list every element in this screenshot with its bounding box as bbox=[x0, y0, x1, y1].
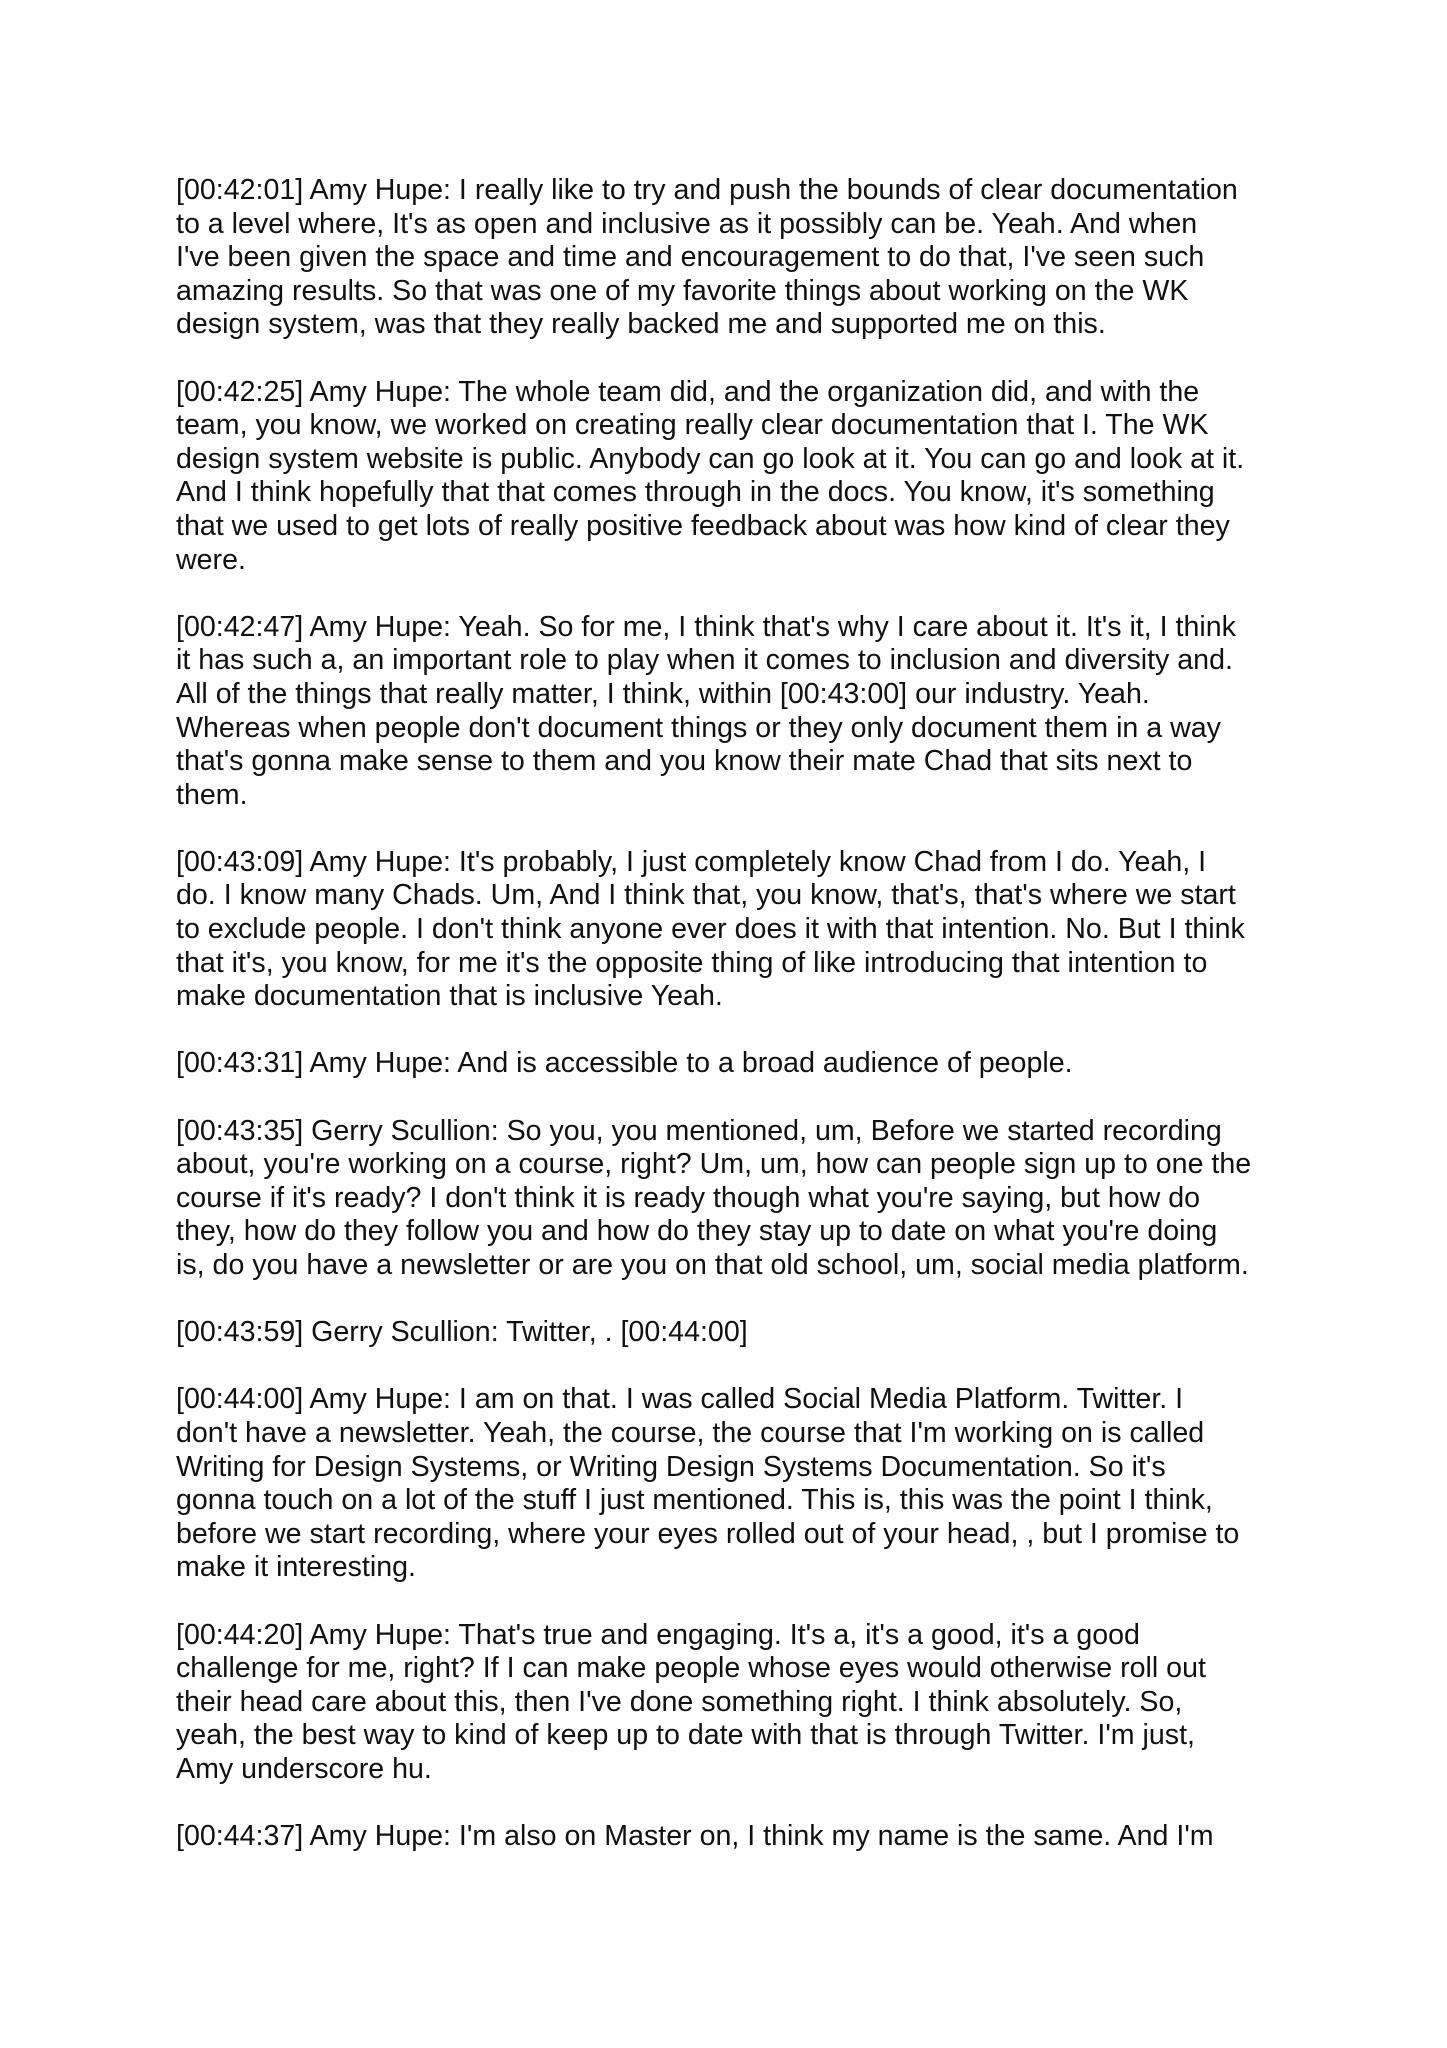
transcript-line: [00:44:37] Amy Hupe: I'm also on Master on, I think my name is the same. And I'm bbox=[176, 1820, 1214, 1853]
transcript-line: team, you know, we worked on creating really clear documentation that I. The WK bbox=[176, 409, 1209, 442]
transcript-line: before we start recording, where your eyes rolled out of your head, , but I promise to bbox=[176, 1517, 1240, 1550]
transcript-line: do. I know many Chads. Um, And I think that, you know, that's, that's where we start bbox=[176, 879, 1236, 912]
transcript-line: Whereas when people don't document things or they only document them in a way bbox=[176, 711, 1221, 744]
transcript-line: Amy underscore hu. bbox=[176, 1752, 432, 1785]
transcript-paragraph-4 bbox=[176, 846, 1296, 1014]
transcript-page bbox=[176, 174, 1296, 1887]
transcript-line: And I think hopefully that that comes through in the docs. You know, it's something bbox=[176, 476, 1215, 509]
transcript-line: their head care about this, then I've done something right. I think absolutely. So, bbox=[176, 1685, 1183, 1718]
transcript-line: they, how do they follow you and how do they stay up to date on what you're doing bbox=[176, 1215, 1218, 1248]
transcript-line: [00:44:00] Amy Hupe: I am on that. I was called Social Media Platform. Twitter. I bbox=[176, 1383, 1184, 1416]
transcript-line: challenge for me, right? If I can make people whose eyes would otherwise roll out bbox=[176, 1652, 1206, 1685]
transcript-paragraph-1 bbox=[176, 174, 1296, 342]
transcript-paragraph-9 bbox=[176, 1619, 1296, 1787]
transcript-line: amazing results. So that was one of my favorite things about working on the WK bbox=[176, 274, 1189, 307]
transcript-line: [00:42:25] Amy Hupe: The whole team did, and the organization did, and with the bbox=[176, 375, 1200, 408]
transcript-line: make it interesting. bbox=[176, 1551, 416, 1584]
transcript-line: Writing for Design Systems, or Writing Design Systems Documentation. So it's bbox=[176, 1450, 1166, 1483]
transcript-line: yeah, the best way to kind of keep up to date with that is through Twitter. I'm just, bbox=[176, 1719, 1195, 1752]
transcript-line: that it's, you know, for me it's the opposite thing of like introducing that intention to bbox=[176, 946, 1208, 979]
transcript-line: don't have a newsletter. Yeah, the course, the course that I'm working on is called bbox=[176, 1416, 1205, 1449]
transcript-line: design system, was that they really backed me and supported me on this. bbox=[176, 308, 1106, 341]
transcript-line: that we used to get lots of really positive feedback about was how kind of clear they bbox=[176, 509, 1230, 542]
transcript-paragraph-7 bbox=[176, 1316, 1296, 1350]
transcript-line: is, do you have a newsletter or are you on that old school, um, social media platform. bbox=[176, 1249, 1249, 1281]
transcript-line: it has such a, an important role to play when it comes to inclusion and diversity and. bbox=[176, 644, 1233, 677]
transcript-paragraph-8 bbox=[176, 1383, 1296, 1585]
transcript-line: them. bbox=[176, 778, 248, 811]
transcript-line: I've been given the space and time and encouragement to do that, I've seen such bbox=[176, 241, 1205, 274]
transcript-paragraph-6 bbox=[176, 1115, 1296, 1283]
transcript-line: [00:43:09] Amy Hupe: It's probably, I just completely know Chad from I do. Yeah, I bbox=[176, 845, 1207, 878]
transcript-paragraph-5 bbox=[176, 1047, 1296, 1081]
transcript-line: All of the things that really matter, I think, within [00:43:00] our industry. Yeah. bbox=[176, 677, 1150, 710]
transcript-line: make documentation that is inclusive Yeah. bbox=[176, 980, 723, 1013]
transcript-line: [00:43:31] Amy Hupe: And is accessible to a broad audience of people. bbox=[176, 1047, 1073, 1080]
transcript-line: to exclude people. I don't think anyone ever does it with that intention. No. But I think bbox=[176, 913, 1245, 946]
transcript-line: gonna touch on a lot of the stuff I just mentioned. This is, this was the point I think, bbox=[176, 1484, 1213, 1517]
transcript-line: [00:42:01] Amy Hupe: I really like to try and push the bounds of clear documentation bbox=[176, 174, 1238, 206]
transcript-line: were. bbox=[176, 543, 246, 576]
transcript-paragraph-10 bbox=[176, 1820, 1296, 1854]
transcript-line: [00:43:59] Gerry Scullion: Twitter, . [00:44:00] bbox=[176, 1316, 748, 1349]
transcript-line: to a level where, It's as open and inclusive as it possibly can be. Yeah. And when bbox=[176, 207, 1198, 240]
transcript-paragraph-2 bbox=[176, 376, 1296, 578]
transcript-line: design system website is public. Anybody can go look at it. You can go and look at it. bbox=[176, 442, 1245, 475]
transcript-line: about, you're working on a course, right? Um, um, how can people sign up to one the bbox=[176, 1148, 1252, 1181]
transcript-line: [00:44:20] Amy Hupe: That's true and engaging. It's a, it's a good, it's a good bbox=[176, 1618, 1140, 1651]
transcript-line: course if it's ready? I don't think it is ready though what you're saying, but how do bbox=[176, 1181, 1201, 1214]
transcript-line: [00:43:35] Gerry Scullion: So you, you mentioned, um, Before we started recording bbox=[176, 1114, 1222, 1147]
transcript-paragraph-3 bbox=[176, 611, 1296, 813]
transcript-line: [00:42:47] Amy Hupe: Yeah. So for me, I think that's why I care about it. It's it, I think bbox=[176, 610, 1236, 643]
transcript-line: that's gonna make sense to them and you know their mate Chad that sits next to bbox=[176, 745, 1193, 778]
